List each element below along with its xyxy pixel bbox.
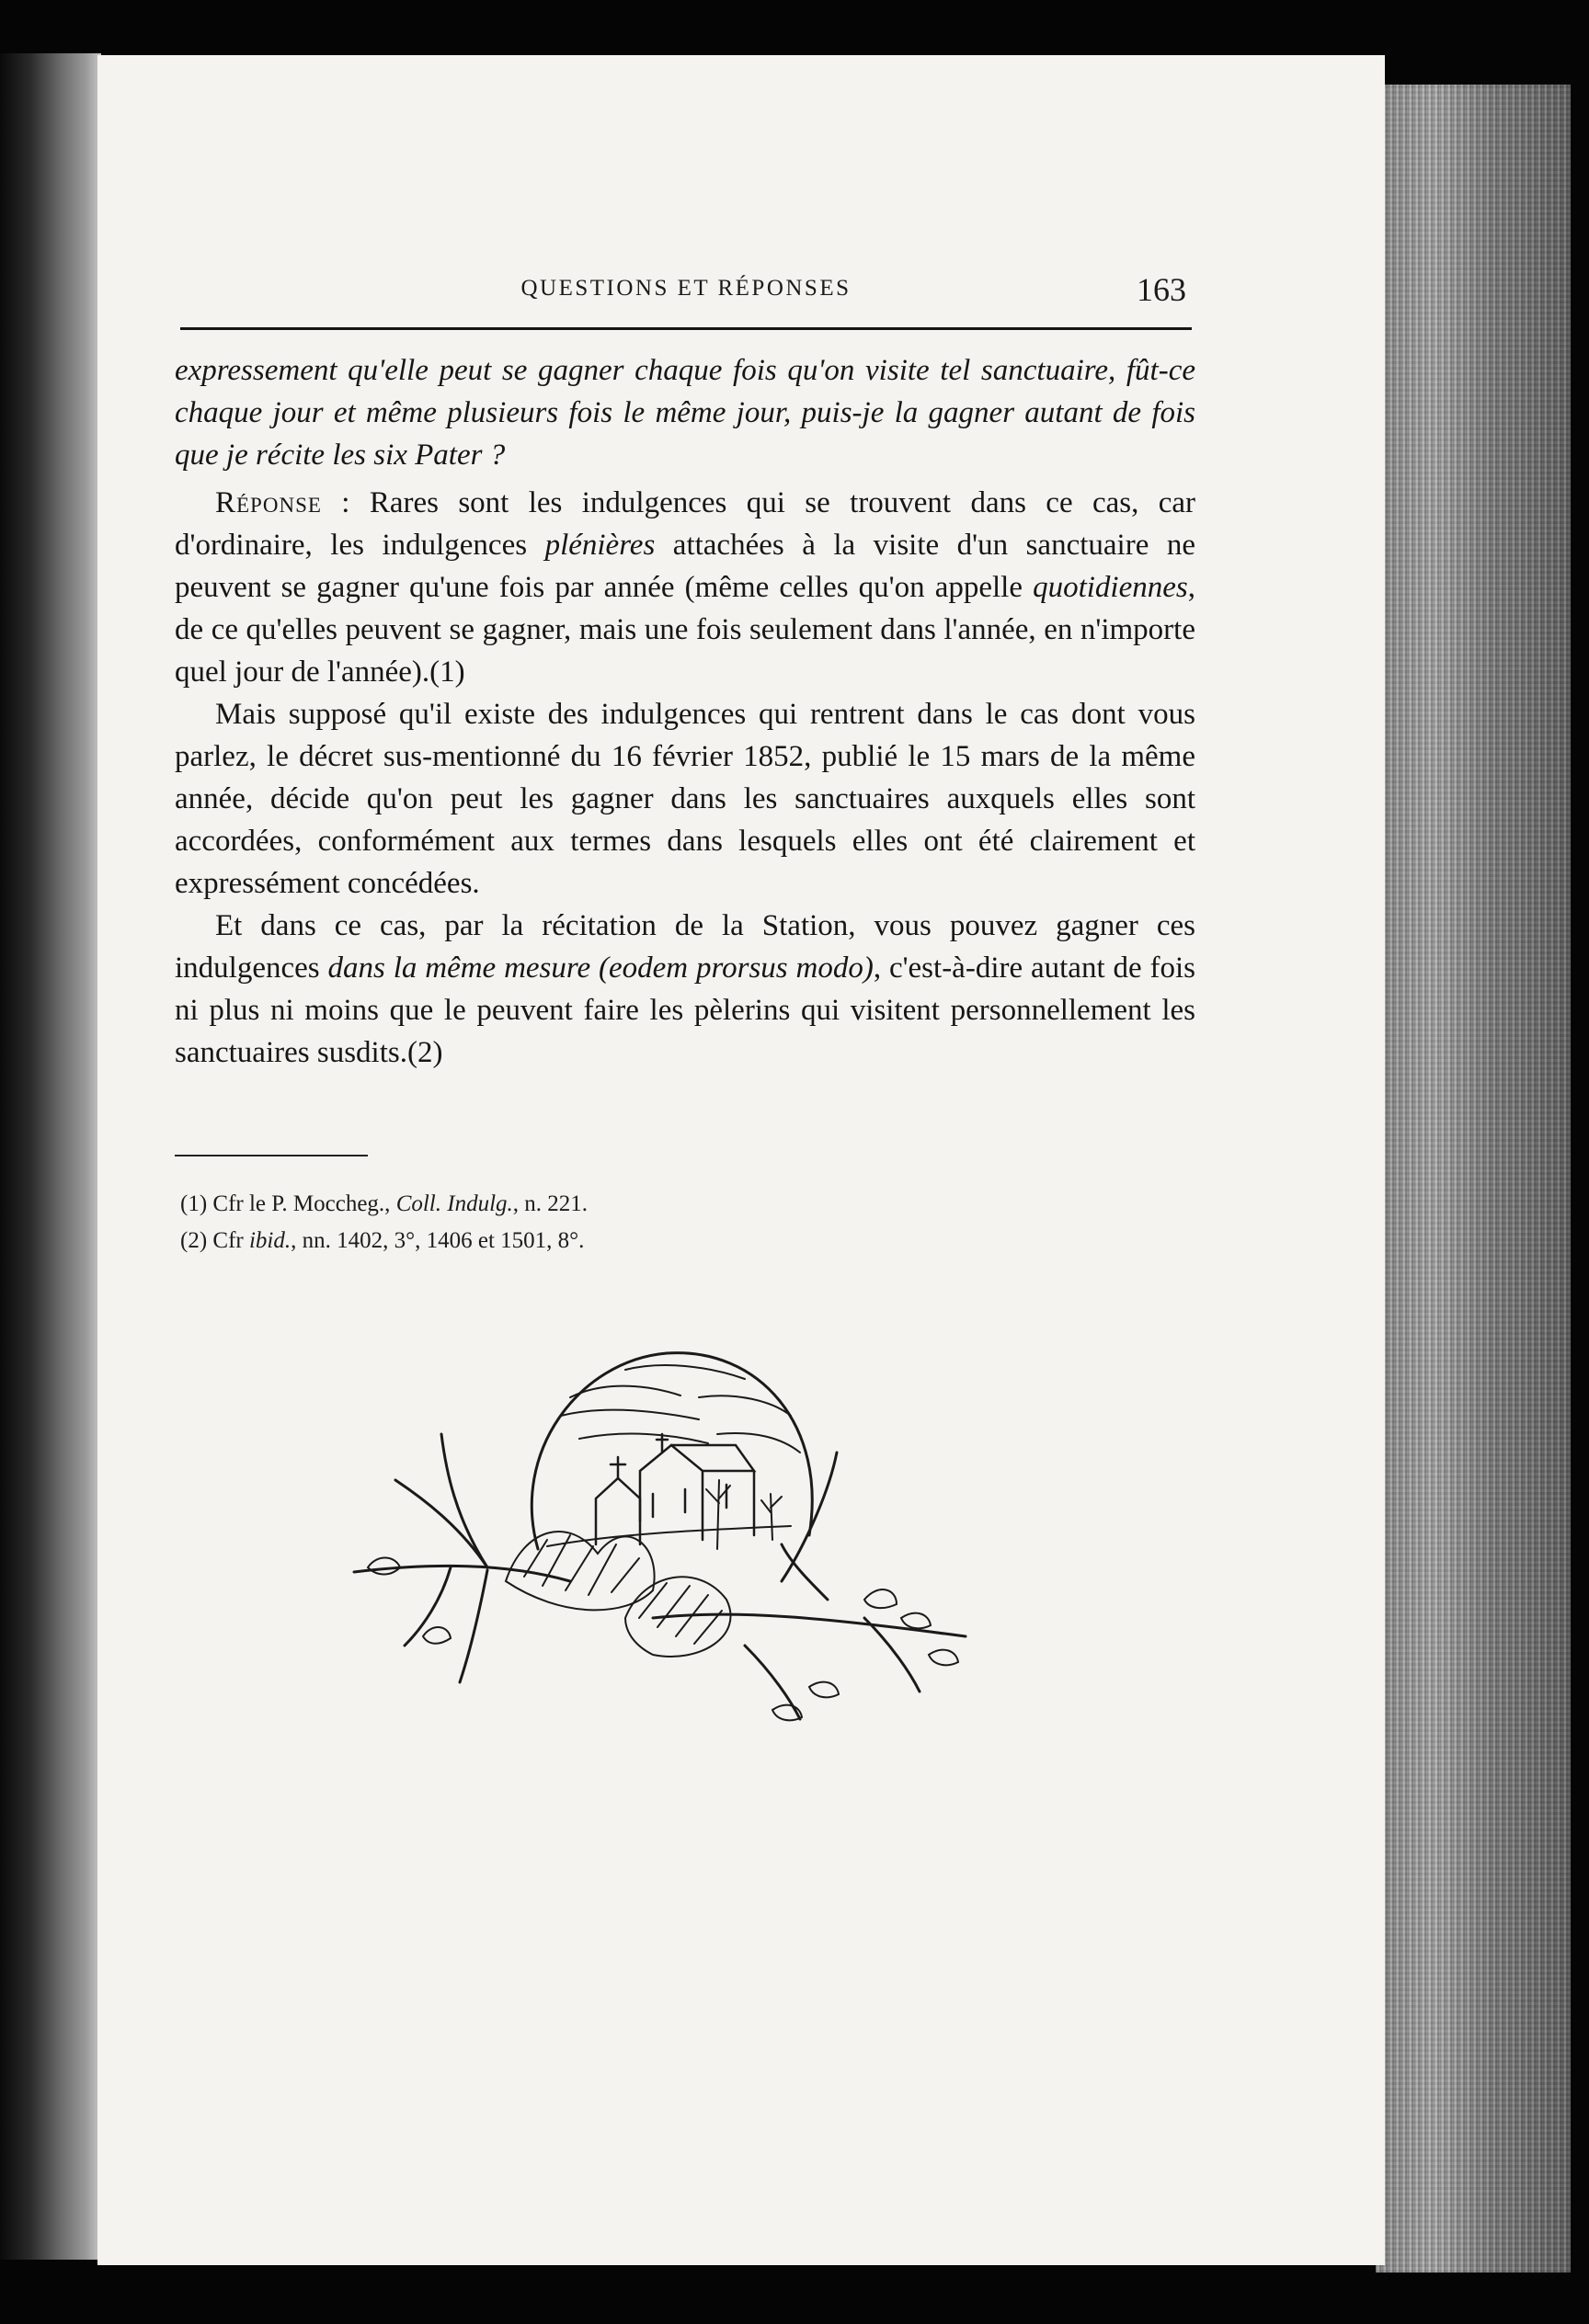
answer-text-3a: Et dans ce cas, par la récitation de la Station, vous pouvez gagner ces indulgences	[175, 909, 1195, 985]
footnote-emphasis: ibid.	[248, 1228, 292, 1253]
chapel-vignette	[349, 1342, 975, 1839]
footnote-1	[180, 1186, 1008, 1223]
answer-separator: :	[321, 486, 370, 519]
running-title: QUESTIONS ET RÉPONSES	[520, 276, 852, 301]
footnote-emphasis: Coll. Indulg.	[395, 1191, 513, 1216]
question-paragraph: expressement qu'elle peut se gagner chaque fois qu'on visite tel sanctuaire, fût-ce chaque jour et même plusieurs fois le même jour, puis-je la gagner autant de fois que je récite les six Pater ?	[175, 354, 1195, 472]
emphasis-quotidiennes: quotidiennes	[1033, 571, 1188, 604]
chrysanthemums	[506, 1532, 731, 1657]
page-number: 163	[1137, 271, 1186, 308]
answer-text-3b: , c'est-à-dire autant de fois ni plus ni moins que le peuvent faire les pèlerins qui visitent personnellement les sanctuaires susdits.	[175, 951, 1195, 1069]
medallion-outline	[532, 1353, 812, 1549]
emphasis-eodem-prorsus-modo: dans la même mesure (eodem prorsus modo)	[327, 951, 874, 985]
book-fore-edge	[1376, 85, 1571, 2273]
floral-branch-right	[653, 1452, 966, 1719]
main-text	[175, 349, 1195, 1074]
footnote-rule	[175, 1155, 368, 1156]
footnote-text: Cfr	[207, 1228, 249, 1253]
running-header	[180, 272, 1192, 330]
footnote-2	[180, 1223, 1008, 1259]
answer-paragraph-2: Mais supposé qu'il existe des indulgences qui rentrent dans le cas dont vous parlez, le décret sus-mentionné du 16 février 1852, publié le 15 mars de la même année, décide qu'on peut les gagner dans les sanctuaires auxquels elles sont accordées, conformément aux termes dans lesquels elles ont été clairement et expressément concédées.	[175, 698, 1195, 900]
footnote-ref-2: (2)	[406, 1036, 443, 1069]
footnote-marker: (2)	[180, 1228, 208, 1253]
answer-paragraph-3	[175, 905, 1195, 1074]
bare-trees	[706, 1480, 782, 1549]
footnote-marker: (1)	[180, 1191, 208, 1216]
footnote-ref-1: (1)	[429, 655, 465, 689]
answer-paragraph-1	[175, 482, 1195, 693]
answer-text-1a: Rares sont les indulgences qui se trouvent dans ce cas, car d'ordinaire, les indulgences	[175, 486, 1195, 562]
leaves	[368, 1557, 958, 1720]
emphasis-plenieres: plénières	[544, 529, 656, 562]
footnote-text: , n. 221.	[512, 1191, 589, 1216]
footnotes	[180, 1186, 1008, 1259]
footnote-text: , nn. 1402, 3°, 1406 et 1501, 8°.	[291, 1228, 585, 1253]
answer-text-1b: attachées à la visite d'un sanctuaire ne peuvent se gagner qu'une fois par année (même celles qu'on appelle	[175, 529, 1195, 604]
answer-text-1c: , de ce qu'elles peuvent se gagner, mais une fois seulement dans l'année, en n'importe quel jour de l'année).	[175, 571, 1195, 689]
book-spine-shadow	[0, 53, 101, 2260]
chapel-building	[596, 1434, 754, 1544]
answer-label: Réponse	[215, 486, 322, 519]
footnote-text: Cfr le P. Moccheg.,	[207, 1191, 396, 1216]
